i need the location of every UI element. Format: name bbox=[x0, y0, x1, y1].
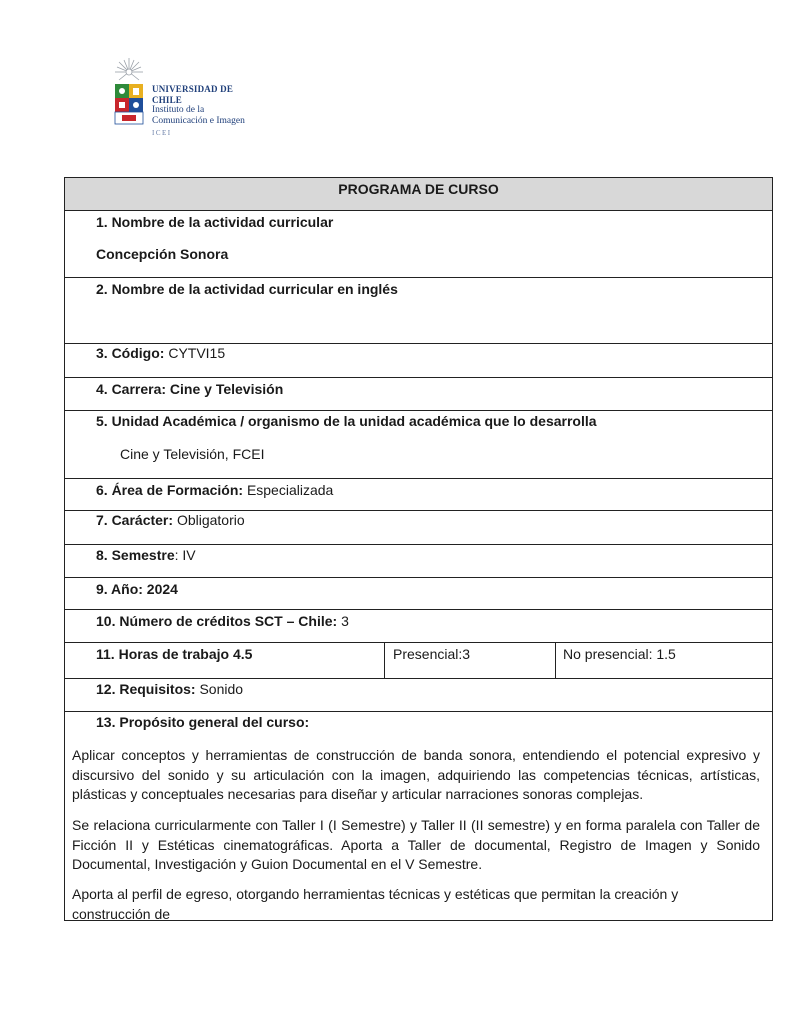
semester-cell bbox=[96, 547, 196, 563]
purpose-paragraph-2: Se relaciona curricularmente con Taller I (I Semestre) y Taller II (II semestre) y en forma paralela con Taller de Ficción II y Estéticas cinematográficas. Aporta a Taller de documental, Registro de Imagen y Sonido Documental, Investigación y Guion Documental en el V Semestre. bbox=[72, 817, 760, 872]
presencial-value: Presencial:3 bbox=[393, 646, 471, 662]
code-label: 3. Código: bbox=[96, 345, 169, 361]
credits-label: 10. Número de créditos SCT – Chile: bbox=[96, 613, 342, 629]
work-hours-split bbox=[65, 643, 772, 678]
row-course-name-english bbox=[65, 278, 772, 344]
logo-university-name: UNIVERSIDAD DE CHILE bbox=[152, 84, 234, 105]
row-work-hours bbox=[65, 643, 772, 679]
course-name-english-label: 2. Nombre de la actividad curricular en inglés bbox=[96, 281, 398, 297]
logo-text bbox=[152, 84, 262, 139]
logo-institute-line1: Instituto de la bbox=[152, 105, 205, 115]
academic-unit-value: Cine y Televisión, FCEI bbox=[120, 446, 265, 462]
presencial-cell bbox=[385, 643, 556, 678]
row-semester bbox=[65, 545, 772, 578]
training-area-label: 6. Área de Formación: bbox=[96, 482, 247, 498]
work-hours-total-cell bbox=[65, 643, 385, 678]
character-cell bbox=[96, 512, 245, 528]
academic-unit-label: 5. Unidad Académica / organismo de la unidad académica que lo desarrolla bbox=[96, 413, 597, 429]
year-label: 9. Año: 2024 bbox=[96, 581, 178, 597]
code-cell bbox=[96, 345, 225, 361]
row-year bbox=[65, 578, 772, 610]
table-title: PROGRAMA DE CURSO bbox=[338, 181, 499, 197]
table-header bbox=[65, 178, 772, 211]
row-course-name bbox=[65, 211, 772, 278]
row-purpose bbox=[65, 712, 772, 920]
course-name-value: Concepción Sonora bbox=[96, 246, 229, 262]
row-code bbox=[65, 344, 772, 378]
university-seal-icon bbox=[112, 58, 152, 126]
character-label: 7. Carácter: bbox=[96, 512, 177, 528]
row-training-area bbox=[65, 479, 772, 511]
course-name-label: 1. Nombre de la actividad curricular bbox=[96, 214, 334, 230]
training-area-value: Especializada bbox=[246, 482, 334, 498]
code-value: CYTVI15 bbox=[168, 345, 226, 361]
row-requirements bbox=[65, 679, 772, 712]
row-career bbox=[65, 378, 772, 411]
requirements-value: Sonido bbox=[199, 681, 244, 697]
row-credits bbox=[65, 610, 772, 643]
row-academic-unit bbox=[65, 411, 772, 479]
no-presencial-cell bbox=[556, 643, 772, 678]
logo-acronym: ICEI bbox=[152, 129, 172, 137]
requirements-cell bbox=[96, 681, 243, 697]
purpose-paragraph-1: Aplicar conceptos y herramientas de construcción de banda sonora, entendiendo el potencial expresivo y discursivo del sonido y su articulación con la imagen, adquiriendo las competencias técnicas, artísticas, plásticas y conceptuales necesarias para diseñar y articular narraciones sonoras complejas. bbox=[72, 747, 760, 802]
course-program-table bbox=[64, 177, 773, 921]
no-presencial-value: No presencial: 1.5 bbox=[563, 646, 676, 662]
institution-logo bbox=[112, 58, 262, 137]
semester-value: : IV bbox=[174, 547, 196, 563]
requirements-label: 12. Requisitos: bbox=[96, 681, 200, 697]
credits-value: 3 bbox=[341, 613, 349, 629]
purpose-label: 13. Propósito general del curso: bbox=[96, 714, 310, 730]
credits-cell bbox=[96, 613, 349, 629]
purpose-paragraph-3: Aporta al perfil de egreso, otorgando herramientas técnicas y estéticas que permitan la creación y construcción de bbox=[72, 886, 679, 922]
career-label: 4. Carrera: Cine y Televisión bbox=[96, 381, 284, 397]
character-value: Obligatorio bbox=[176, 512, 245, 528]
row-character bbox=[65, 511, 772, 545]
training-area-cell bbox=[96, 482, 333, 498]
semester-label: 8. Semestre bbox=[96, 547, 175, 563]
work-hours-label: 11. Horas de trabajo 4.5 bbox=[96, 646, 253, 662]
logo-institute-line2: Comunicación e Imagen bbox=[152, 115, 245, 126]
